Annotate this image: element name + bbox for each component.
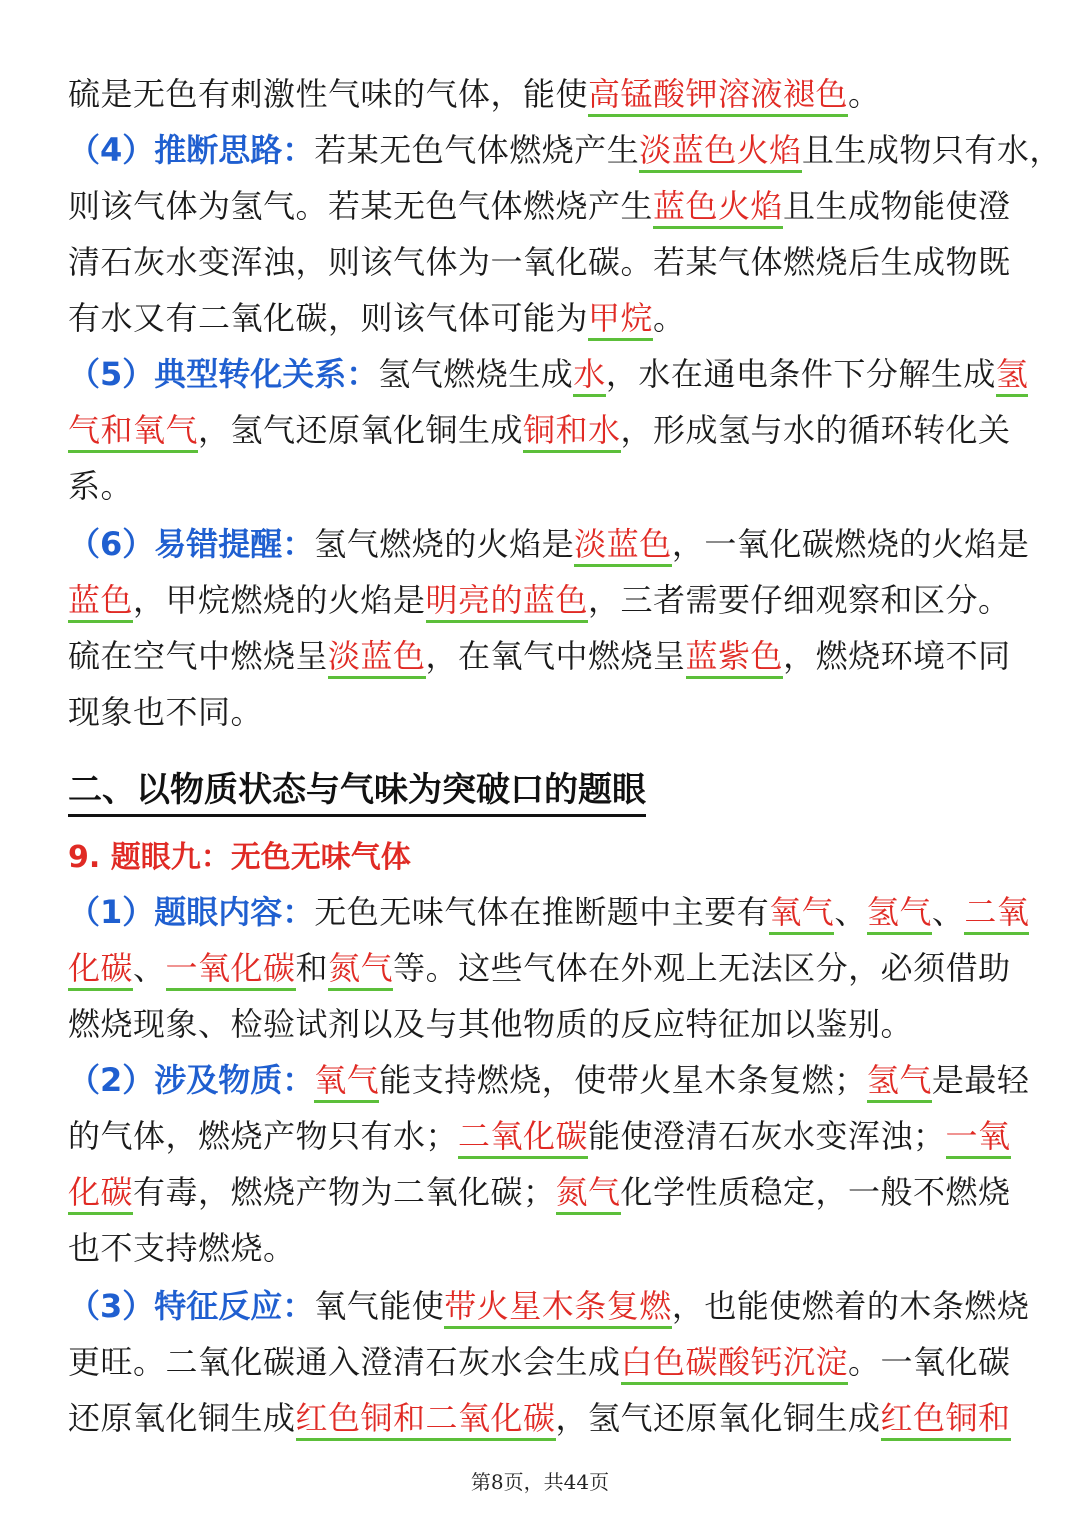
key-term: 一氧	[946, 1117, 1011, 1159]
subheading: 9. 题眼九：无色无味气体	[68, 840, 411, 875]
text-run: 氧气能使	[314, 1287, 445, 1325]
text-run: 若某无色气体燃烧产生	[314, 131, 640, 169]
key-term: 化碳	[68, 949, 133, 991]
text-line	[68, 1342, 1011, 1382]
text-line	[68, 1228, 296, 1268]
text-line	[68, 130, 1062, 170]
key-term: 蓝色火焰	[653, 187, 783, 229]
key-term: 氮气	[328, 949, 393, 991]
key-term: 铜和水	[523, 411, 621, 453]
key-term: 淡蓝色	[574, 525, 672, 567]
text-run: 、	[133, 949, 166, 987]
key-term: 氢	[996, 355, 1029, 397]
text-run: ，也能使燃着的木条燃烧	[671, 1287, 1030, 1325]
text-run: 的气体，燃烧产物只有水；	[68, 1117, 459, 1155]
text-line	[68, 1060, 1029, 1100]
key-term: 甲烷	[588, 299, 653, 341]
key-term: 二氧	[964, 893, 1029, 935]
text-line	[68, 298, 686, 338]
item-label: （6）易错提醒：	[68, 525, 315, 563]
text-line	[68, 74, 881, 114]
key-term: 一氧化碳	[166, 949, 296, 991]
text-run: 系。	[68, 467, 134, 505]
text-run: ，氢气还原氧化铜生成	[198, 411, 524, 449]
text-run: 等。这些气体在外观上无法区分，必须借助	[393, 949, 1011, 987]
text-run: ，形成氢与水的循环转化关	[620, 411, 1011, 449]
text-line	[68, 354, 1028, 394]
text-run: 且生成物能使澄	[783, 187, 1011, 225]
text-run: ，甲烷燃烧的火焰是	[133, 581, 426, 619]
text-line	[68, 524, 1029, 564]
text-run: 且生成物只有水，	[801, 131, 1062, 169]
item-label: （1）题眼内容：	[68, 893, 315, 931]
text-run: 能使澄清石灰水变浑浊；	[588, 1117, 946, 1155]
text-run: 清石灰水变浑浊，则该气体为一氧化碳。若某气体燃烧后生成物既	[68, 243, 1011, 281]
text-run: 更旺。二氧化碳通入澄清石灰水会生成	[68, 1343, 621, 1381]
text-run: ，在氧气中燃烧呈	[425, 637, 686, 675]
text-line	[68, 948, 1011, 988]
key-term: 高锰酸钾溶液褪色	[588, 75, 848, 117]
text-run: 也不支持燃烧。	[68, 1229, 296, 1267]
text-run: 硫在空气中燃烧呈	[68, 637, 329, 675]
key-term: 氧气	[769, 893, 834, 935]
text-run: 还原氧化铜生成	[68, 1399, 296, 1437]
text-run: 现象也不同。	[68, 693, 264, 731]
key-term: 氢气	[867, 893, 932, 935]
key-term: 白色碳酸钙沉淀	[621, 1343, 849, 1385]
text-run: 。	[848, 75, 881, 113]
key-term: 红色铜和二氧化碳	[296, 1399, 556, 1441]
text-run: 。一氧化碳	[848, 1343, 1011, 1381]
text-run: 、	[931, 893, 965, 931]
key-term: 淡蓝色火焰	[639, 131, 802, 173]
text-run: 。	[653, 299, 686, 337]
text-run: 有毒，燃烧产物为二氧化碳；	[133, 1173, 556, 1211]
page-footer: 第8页，共44页	[470, 1470, 610, 1494]
key-term: 带火星木条复燃	[444, 1287, 672, 1329]
text-run: 无色无味气体在推断题中主要有	[314, 893, 770, 931]
key-term: 氧气	[314, 1061, 379, 1103]
text-run: 氢气燃烧的火焰是	[314, 525, 575, 563]
key-term: 氢气	[867, 1061, 932, 1103]
text-run: 有水又有二氧化碳，则该气体可能为	[68, 299, 589, 337]
key-term: 明亮的蓝色	[426, 581, 589, 623]
key-term: 蓝色	[68, 581, 133, 623]
text-run: 和	[295, 949, 329, 987]
text-run: 氢气燃烧生成	[378, 355, 574, 393]
text-line	[68, 636, 1011, 676]
text-line	[68, 892, 1029, 932]
text-run: 硫是无色有刺激性气味的气体，能使	[68, 75, 589, 113]
text-run: ，水在通电条件下分解生成	[605, 355, 996, 393]
key-term: 红色铜和	[881, 1399, 1011, 1441]
text-run: ，燃烧环境不同	[783, 637, 1011, 675]
key-term: 氮气	[556, 1173, 621, 1215]
key-term: 化碳	[68, 1173, 133, 1215]
item-label: （2）涉及物质：	[68, 1061, 315, 1099]
text-run: 燃烧现象、检验试剂以及与其他物质的反应特征加以鉴别。	[68, 1005, 914, 1043]
text-line	[68, 1398, 1011, 1438]
text-run: 能支持燃烧，使带火星木条复燃；	[379, 1061, 867, 1099]
text-line	[68, 1286, 1029, 1326]
text-run: 、	[834, 893, 867, 931]
key-term: 气和氧气	[68, 411, 198, 453]
text-run: 是最轻	[931, 1061, 1030, 1099]
key-term: 水	[573, 355, 606, 397]
text-line	[68, 692, 263, 732]
text-line	[68, 1116, 1011, 1156]
text-run: ，一氧化碳燃烧的火焰是	[671, 525, 1030, 563]
text-line	[68, 186, 1011, 226]
text-line	[68, 580, 1011, 620]
item-label: （4）推断思路：	[68, 131, 315, 169]
item-label: （3）特征反应：	[68, 1287, 315, 1325]
text-line	[68, 1172, 1011, 1212]
key-term: 蓝紫色	[686, 637, 784, 679]
section-heading: 二、以物质状态与气味为突破口的题眼	[68, 768, 646, 817]
text-line	[68, 410, 1011, 450]
text-run: 则该气体为氢气。若某无色气体燃烧产生	[68, 187, 654, 225]
text-run: 化学性质稳定，一般不燃烧	[620, 1173, 1011, 1211]
key-term: 淡蓝色	[328, 637, 426, 679]
text-run: ，氢气还原氧化铜生成	[555, 1399, 881, 1437]
text-line	[68, 1004, 913, 1044]
item-label: （5）典型转化关系：	[68, 355, 379, 393]
text-line	[68, 242, 1011, 282]
text-line	[68, 466, 133, 506]
text-run: ，三者需要仔细观察和区分。	[588, 581, 1011, 619]
key-term: 二氧化碳	[458, 1117, 588, 1159]
